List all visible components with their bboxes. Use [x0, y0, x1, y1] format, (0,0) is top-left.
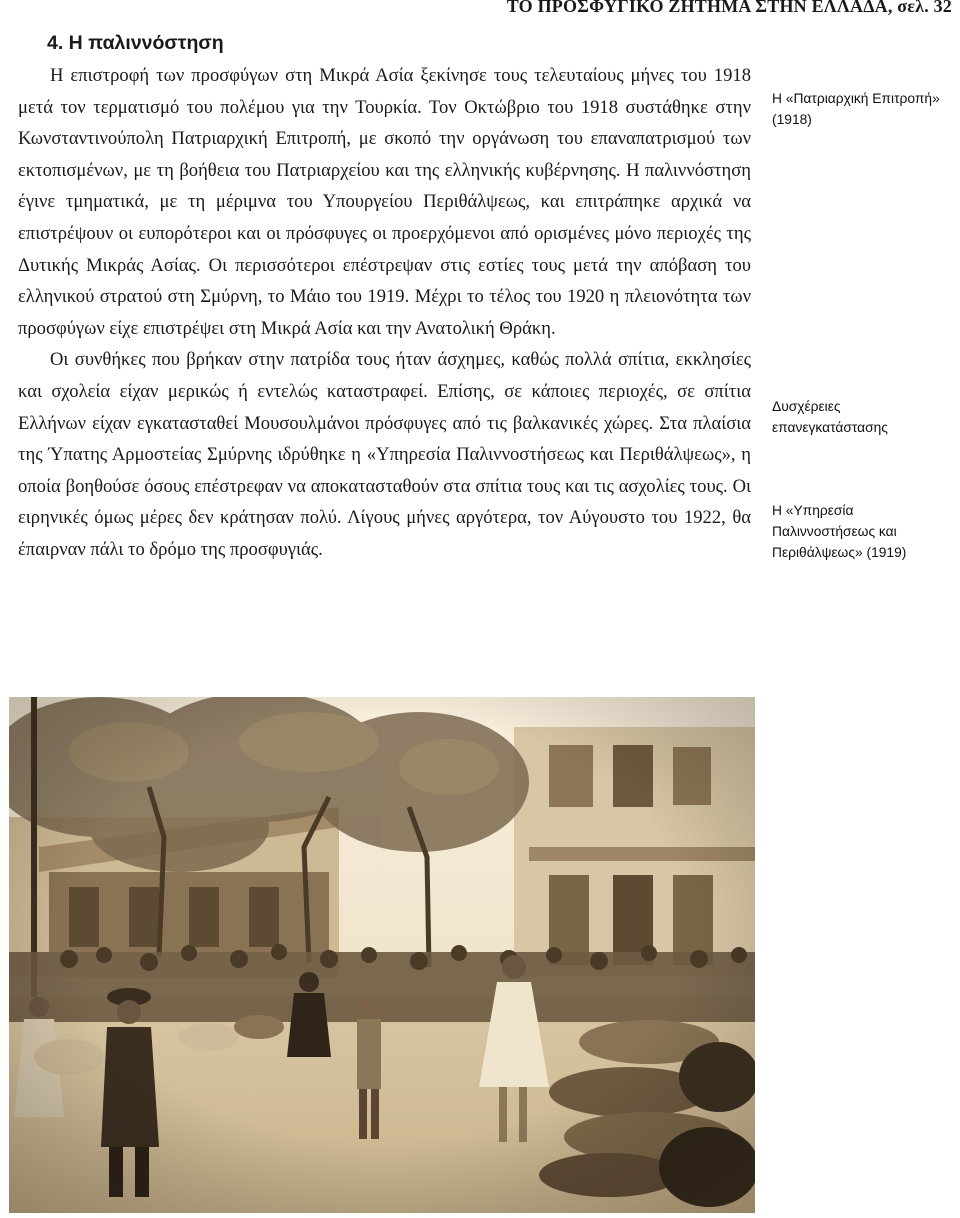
section-heading: 4. Η παλιννόστηση [47, 32, 224, 54]
running-header: ΤΟ ΠΡΟΣΦΥΓΙΚΟ ΖΗΤΗΜΑ ΣΤΗΝ ΕΛΛΑΔΑ, σελ. 32 [506, 0, 952, 16]
paragraph-2: Οι συνθήκες που βρήκαν στην πατρίδα τους ήταν άσχημες, καθώς πολλά σπίτια, εκκλησίες και σχολεία είχαν μερικώς ή εντελώς καταστραφεί. Επίσης, σε κάποιες περιοχές, σε σπίτια Ελλήνων είχαν εγκατασταθεί Μουσουλμάνοι πρόσφυγες από τις βαλκανικές χώρες. Στα πλαίσια της Ύπατης Αρμοστείας Σμύρνης ιδρύθηκε η «Υπηρεσία Παλιννοστήσεως και Περιθάλψεως», η οποία βοηθούσε όσους επέστρεφαν να αποκατασταθούν στα σπίτια τους και τις ασχολίες τους. Οι ειρηνικές όμως μέρες δεν κράτησαν πολύ. Λίγους μήνες αργότερα, τον Αύγουστο του 1922, θα έπαιρναν πάλι το δρόμο της προσφυγιάς. [18, 349, 751, 560]
margin-note-repatriation-service: Η «Υπηρεσία Παλιννοστήσεως και Περιθάλψεως» (1919) [772, 503, 907, 560]
historical-photo-refugees-street [9, 697, 755, 1213]
body-text [18, 60, 751, 566]
margin-note-resettlement-difficulties: Δυσχέρειες επανεγκατάστασης [772, 399, 888, 435]
photo-drawing [9, 697, 755, 1213]
paragraph-1: Η επιστροφή των προσφύγων στη Μικρά Ασία ξεκίνησε τους τελευταίους μήνες του 1918 μετά τον τερματισμό του πολέμου για την Τουρκία. Τον Οκτώβριο του 1918 συστάθηκε στην Κωνσταντινούπολη Πατριαρχική Επιτροπή, με σκοπό την οργάνωση του επαναπατρισμού των εκτοπισμένων, με τη βοήθεια του Πατριαρχείου και της ελληνικής κυβέρνησης. Η παλιννόστηση έγινε τμηματικά, με τη μέριμνα του Υπουργείου Περιθάλψεως, και επιτράπηκε αρχικά να επιστρέψουν οι ευπορότεροι και οι πρόσφυγες οι προερχόμενοι από ορισμένες μόνο περιοχές της Δυτικής Μικράς Ασίας. Οι περισσότεροι επέστρεψαν στις εστίες τους μετά την απόβαση του ελληνικού στρατού στη Σμύρνη, το Μάιο του 1919. Μέχρι το τέλος του 1920 η πλειονότητα των προσφύγων είχε επιστρέψει στη Μικρά Ασία και την Ανατολική Θράκη. [18, 65, 751, 339]
margin-note-patriarchal-committee: Η «Πατριαρχική Επιτροπή» (1918) [772, 91, 940, 127]
